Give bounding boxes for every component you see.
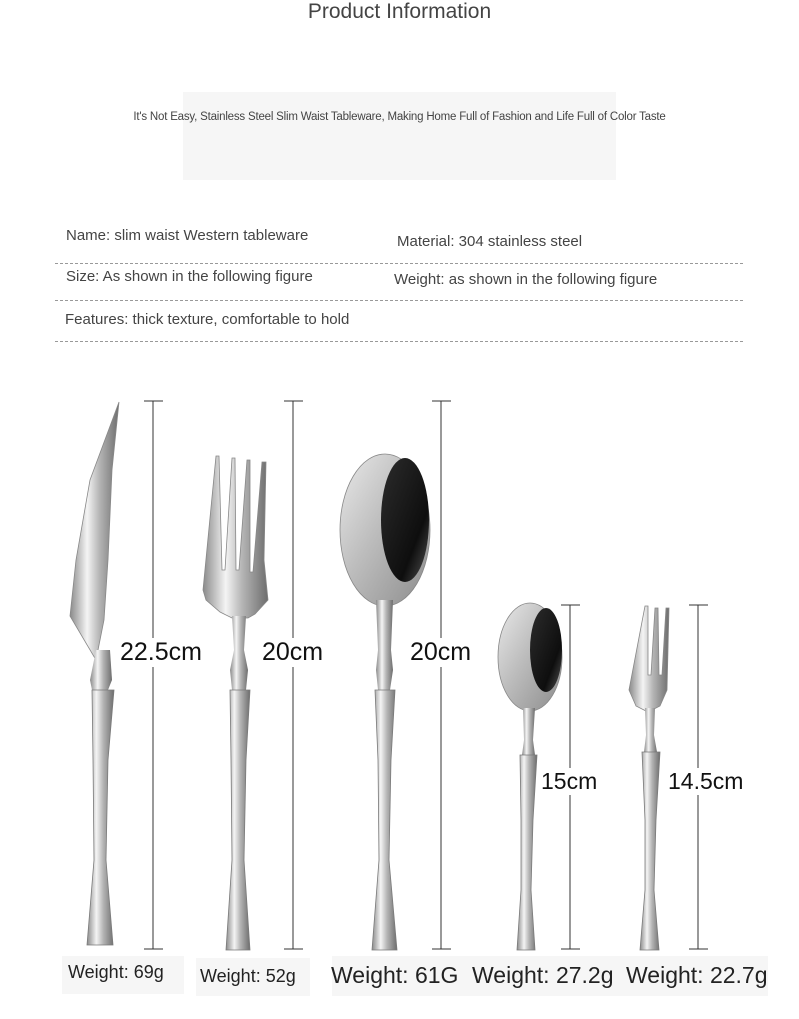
spoon: [340, 454, 430, 950]
spec-size: Size: As shown in the following figure: [66, 268, 313, 285]
spoon-length-label: 20cm: [410, 638, 472, 666]
divider: [55, 300, 743, 301]
divider: [55, 341, 743, 342]
dimension-lines: [144, 401, 708, 949]
small-fork: [629, 606, 669, 950]
small-spoon-weight: Weight: 27.2g: [472, 962, 614, 988]
page-title: Product Information: [307, 0, 492, 23]
small-fork-weight: Weight: 22.7g: [626, 962, 768, 988]
divider: [55, 263, 743, 264]
tagline: It's Not Easy, Stainless Steel Slim Waist Tableware, Making Home Full of Fashion and Life Full of Color Taste: [133, 111, 666, 123]
knife-weight: Weight: 69g: [68, 962, 164, 982]
spec-material: Material: 304 stainless steel: [397, 233, 583, 250]
small-spoon-length-label: 15cm: [541, 768, 598, 794]
knife: [70, 402, 119, 945]
spoon-weight: Weight: 61G: [331, 962, 459, 988]
fork-length-label: 20cm: [262, 638, 324, 666]
spec-weight: Weight: as shown in the following figure: [394, 271, 658, 288]
spec-name: Name: slim waist Western tableware: [66, 227, 309, 244]
spec-features: Features: thick texture, comfortable to hold: [65, 311, 350, 328]
cutlery-illustration: [0, 360, 799, 1019]
small-fork-length-label: 14.5cm: [668, 768, 744, 794]
tagline-background: [183, 92, 616, 180]
fork: [203, 456, 268, 950]
knife-length-label: 22.5cm: [120, 638, 202, 666]
fork-weight: Weight: 52g: [200, 966, 296, 986]
